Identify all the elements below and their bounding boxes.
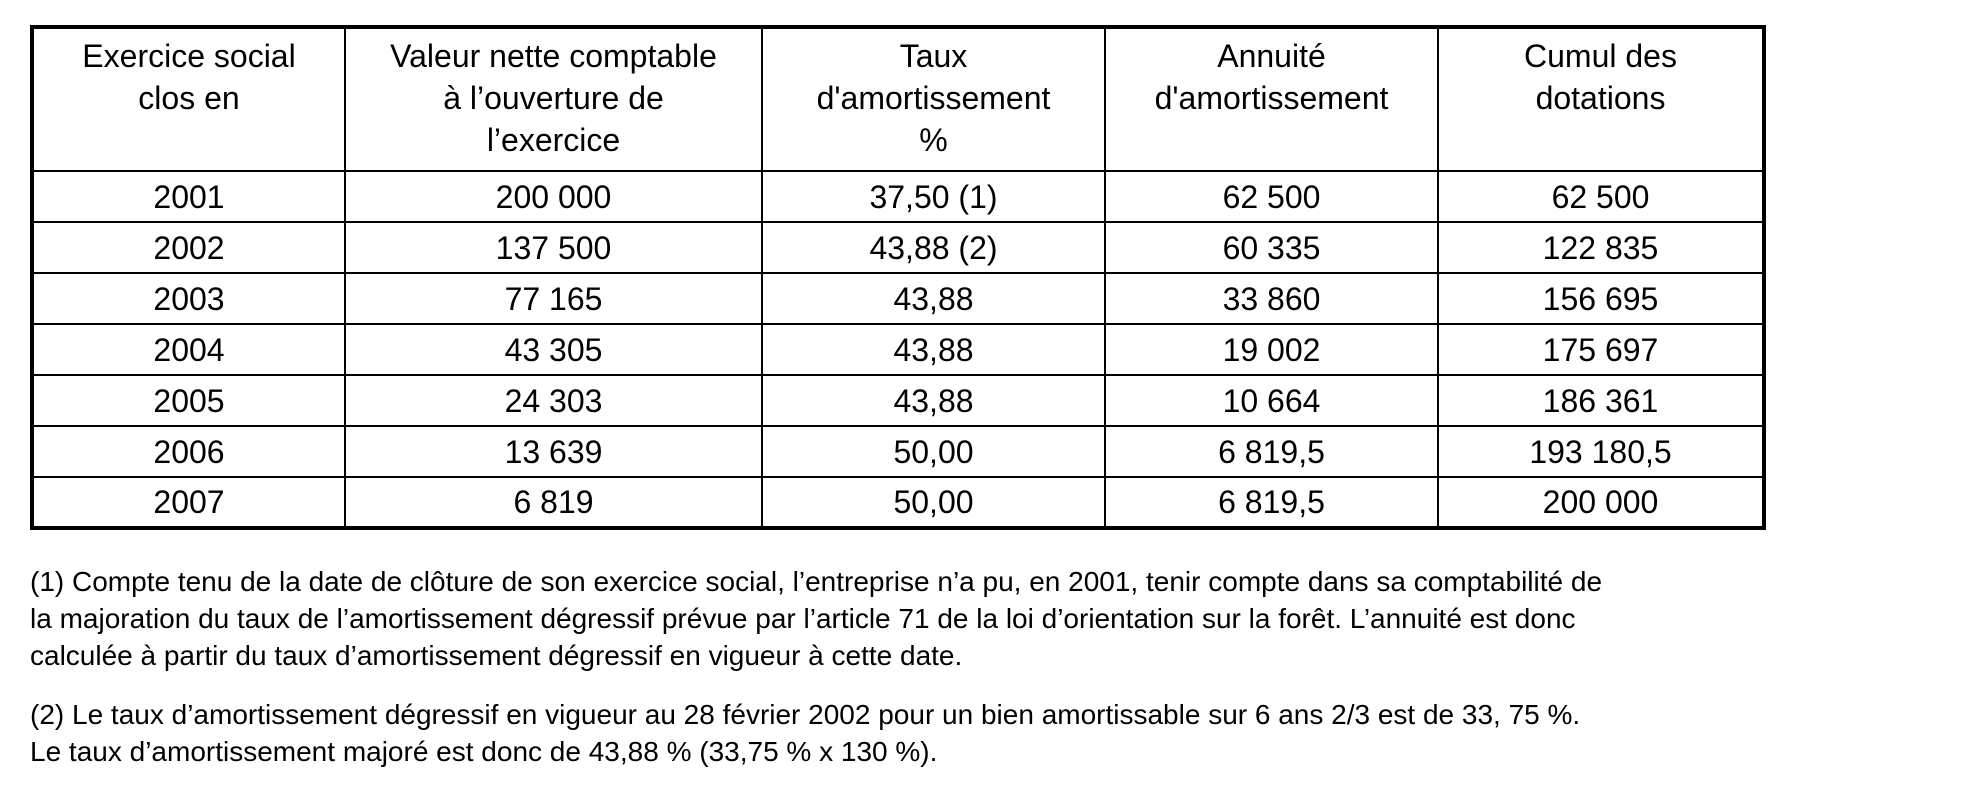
document: [30, 25, 1762, 792]
header-line: d'amortissement: [816, 80, 1051, 116]
table-row: [32, 324, 1764, 375]
cell-cumulative: 62 500: [1438, 171, 1764, 222]
header-net-book-value: [345, 27, 762, 171]
footnote-line: la majoration du taux de l’amortissement dégressif prévue par l’article 71 de la loi d’orientation sur la forêt. L’annuité est donc: [30, 603, 1576, 634]
cell-net-book-value: 6 819: [345, 477, 762, 528]
header-line: clos en: [138, 80, 240, 116]
cell-rate: 50,00: [762, 477, 1105, 528]
header-annual-depreciation: [1105, 27, 1438, 171]
cell-rate: 43,88: [762, 324, 1105, 375]
cell-cumulative: 156 695: [1438, 273, 1764, 324]
header-line: %: [919, 122, 948, 158]
footnote-1: [30, 563, 1950, 674]
header-line: à l’ouverture de: [443, 80, 664, 116]
table-body: [32, 171, 1764, 528]
cell-annuity: 6 819,5: [1105, 477, 1438, 528]
cell-annuity: 62 500: [1105, 171, 1438, 222]
header-line: Cumul des: [1524, 38, 1677, 74]
cell-year: 2007: [32, 477, 345, 528]
cell-annuity: 33 860: [1105, 273, 1438, 324]
table-row: [32, 375, 1764, 426]
cell-year: 2004: [32, 324, 345, 375]
cell-cumulative: 200 000: [1438, 477, 1764, 528]
cell-cumulative: 193 180,5: [1438, 426, 1764, 477]
header-line: Exercice social: [82, 38, 296, 74]
table-row: [32, 222, 1764, 273]
table-row: [32, 426, 1764, 477]
footnotes: [30, 563, 1950, 770]
cell-net-book-value: 77 165: [345, 273, 762, 324]
cell-annuity: 10 664: [1105, 375, 1438, 426]
header-line: Valeur nette comptable: [390, 38, 717, 74]
cell-annuity: 60 335: [1105, 222, 1438, 273]
footnote-line: (2) Le taux d’amortissement dégressif en vigueur au 28 février 2002 pour un bien amortissable sur 6 ans 2/3 est de 33, 75 %.: [30, 699, 1581, 730]
header-cumulative-allowances: [1438, 27, 1764, 171]
header-depreciation-rate: [762, 27, 1105, 171]
table-header-row: [32, 27, 1764, 171]
depreciation-table: [30, 25, 1766, 530]
cell-cumulative: 175 697: [1438, 324, 1764, 375]
cell-cumulative: 122 835: [1438, 222, 1764, 273]
cell-rate: 50,00: [762, 426, 1105, 477]
cell-year: 2005: [32, 375, 345, 426]
cell-net-book-value: 24 303: [345, 375, 762, 426]
cell-rate: 43,88: [762, 375, 1105, 426]
footnote-2: [30, 696, 1950, 770]
cell-annuity: 6 819,5: [1105, 426, 1438, 477]
header-line: l’exercice: [486, 122, 621, 158]
cell-year: 2006: [32, 426, 345, 477]
cell-net-book-value: 200 000: [345, 171, 762, 222]
table-row: [32, 171, 1764, 222]
header-line: d'amortissement: [1154, 80, 1389, 116]
cell-annuity: 19 002: [1105, 324, 1438, 375]
cell-cumulative: 186 361: [1438, 375, 1764, 426]
cell-net-book-value: 13 639: [345, 426, 762, 477]
cell-net-book-value: 137 500: [345, 222, 762, 273]
cell-rate: 43,88: [762, 273, 1105, 324]
header-line: dotations: [1535, 80, 1666, 116]
header-fiscal-year: [32, 27, 345, 171]
header-line: Taux: [899, 38, 968, 74]
cell-year: 2003: [32, 273, 345, 324]
cell-year: 2001: [32, 171, 345, 222]
table-row: [32, 273, 1764, 324]
cell-rate: 37,50 (1): [762, 171, 1105, 222]
footnote-line: Le taux d’amortissement majoré est donc de 43,88 % (33,75 % x 130 %).: [30, 736, 938, 767]
header-line: Annuité: [1217, 38, 1326, 74]
cell-year: 2002: [32, 222, 345, 273]
footnote-line: (1) Compte tenu de la date de clôture de son exercice social, l’entreprise n’a pu, en 2001, tenir compte dans sa comptabilité de: [30, 566, 1603, 597]
cell-net-book-value: 43 305: [345, 324, 762, 375]
table-row: [32, 477, 1764, 528]
footnote-line: calculée à partir du taux d’amortissement dégressif en vigueur à cette date.: [30, 640, 963, 671]
cell-rate: 43,88 (2): [762, 222, 1105, 273]
